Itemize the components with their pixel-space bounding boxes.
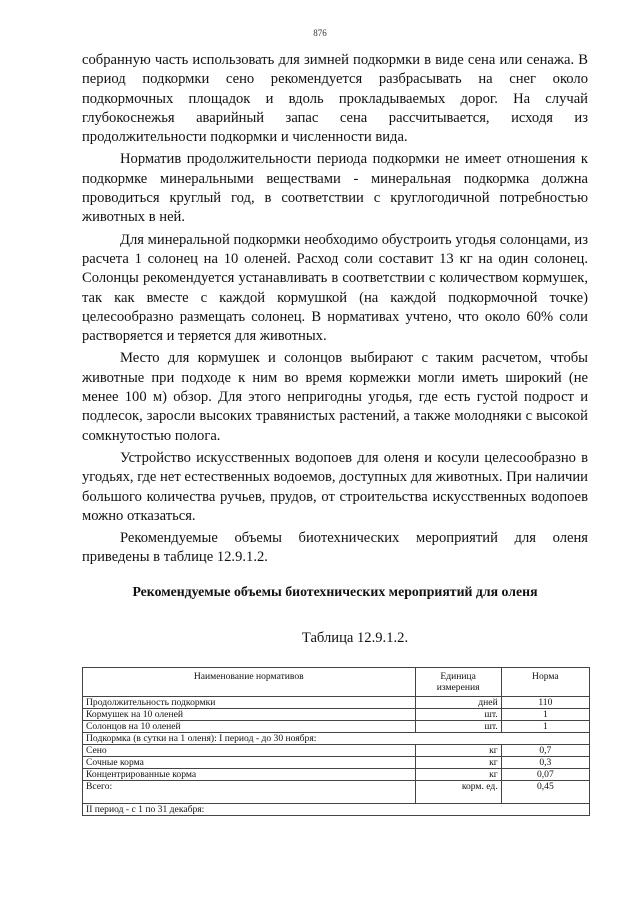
page-number: 876 <box>313 28 327 38</box>
row-norm: 1 <box>501 709 589 721</box>
table-section-row <box>83 733 590 745</box>
table-row <box>83 709 590 721</box>
row-name: Сочные корма <box>83 757 416 769</box>
row-norm: 0,7 <box>501 745 589 757</box>
table-heading: Рекомендуемые объемы биотехнических мероприятий для оленя <box>132 584 538 599</box>
table-row <box>83 745 590 757</box>
row-name: Сено <box>83 745 416 757</box>
row-norm: 0,45 <box>501 781 589 804</box>
section-label: Подкормка (в сутки на 1 оленя): I период - до 30 ноября: <box>83 733 590 745</box>
paragraph-feeder-placement: Место для кормушек и солонцов выбирают с таким расчетом, чтобы животные при подходе к ним во время кормежки могли иметь широкий (не менее 100 м) обзор. Для этого непригодны угодья, где есть густой подрост и подлесок, заросли высоких травянистых растений, а также молодняки с высокой сомкнутостью полога. <box>82 350 588 444</box>
row-norm: 0,07 <box>501 769 589 781</box>
row-unit: кг <box>415 757 501 769</box>
body-text <box>82 51 588 568</box>
table-row <box>83 781 590 804</box>
row-unit: шт. <box>415 721 501 733</box>
table-header-row <box>83 668 590 697</box>
row-name: Кормушек на 10 оленей <box>83 709 416 721</box>
row-unit: кг <box>415 745 501 757</box>
column-header-unit: Единица измерения <box>415 668 501 697</box>
row-unit: корм. ед. <box>415 781 501 804</box>
table-row <box>83 757 590 769</box>
row-norm: 0,3 <box>501 757 589 769</box>
row-name: Солонцов на 10 оленей <box>83 721 416 733</box>
paragraph-watering: Устройство искусственных водопоев для оленя и косули целесообразно в угодьях, где нет естественных водоемов, доступных для животных. При наличии большого количества ручьев, прудов, от строительства искусственных водопоев можно отказаться. <box>82 449 588 524</box>
row-norm: 110 <box>501 697 589 709</box>
column-header-norm: Норма <box>501 668 589 697</box>
table-section-row <box>83 804 590 816</box>
row-norm: 1 <box>501 721 589 733</box>
paragraph-feeding-period: Норматив продолжительности периода подкормки не имеет отношения к подкормке минеральными веществами - минеральная подкормка должна проводиться круглый год, в соответствии с круглогодичной потребностью животных в ней. <box>82 151 588 226</box>
paragraph-salt-licks: Для минеральной подкормки необходимо обустроить угодья солонцами, из расчета 1 солонец на 10 оленей. Расход соли составит 13 кг на один солонец. Солонцы рекомендуется устанавливать в соответствии с количеством кормушек, так как вместе с каждой кормушкой (на каждой подкормочной точке) целесообразно размещать солонец. В нормативах учтено, что около 60% соли растворяется и теряется для животных. <box>82 231 588 345</box>
row-name: Всего: <box>83 781 416 804</box>
table-number: Таблица 12.9.1.2. <box>301 630 409 646</box>
row-name: Продолжительность подкормки <box>83 697 416 709</box>
row-unit: шт. <box>415 709 501 721</box>
section-label: II период - с 1 по 31 декабря: <box>83 804 590 816</box>
table-row <box>83 721 590 733</box>
paragraph-table-reference: Рекомендуемые объемы биотехнических мероприятий для оленя приведены в таблице 12.9.1.2. <box>82 530 588 566</box>
row-unit: кг <box>415 769 501 781</box>
row-unit: дней <box>415 697 501 709</box>
norms-table <box>82 667 590 816</box>
row-name: Концентрированные корма <box>83 769 416 781</box>
table-row <box>83 769 590 781</box>
table-row <box>83 697 590 709</box>
paragraph-continuation: собранную часть использовать для зимней подкормки в виде сена или сенажа. В период подкормки сено рекомендуется разбрасывать на снег около подкормочных площадок и вдоль прокладываемых дорог. На случай глубокоснежья аварийный запас сена рассчитывается, исходя из продолжительности подкормки и численности вида. <box>82 52 588 146</box>
column-header-name: Наименование нормативов <box>83 668 416 697</box>
